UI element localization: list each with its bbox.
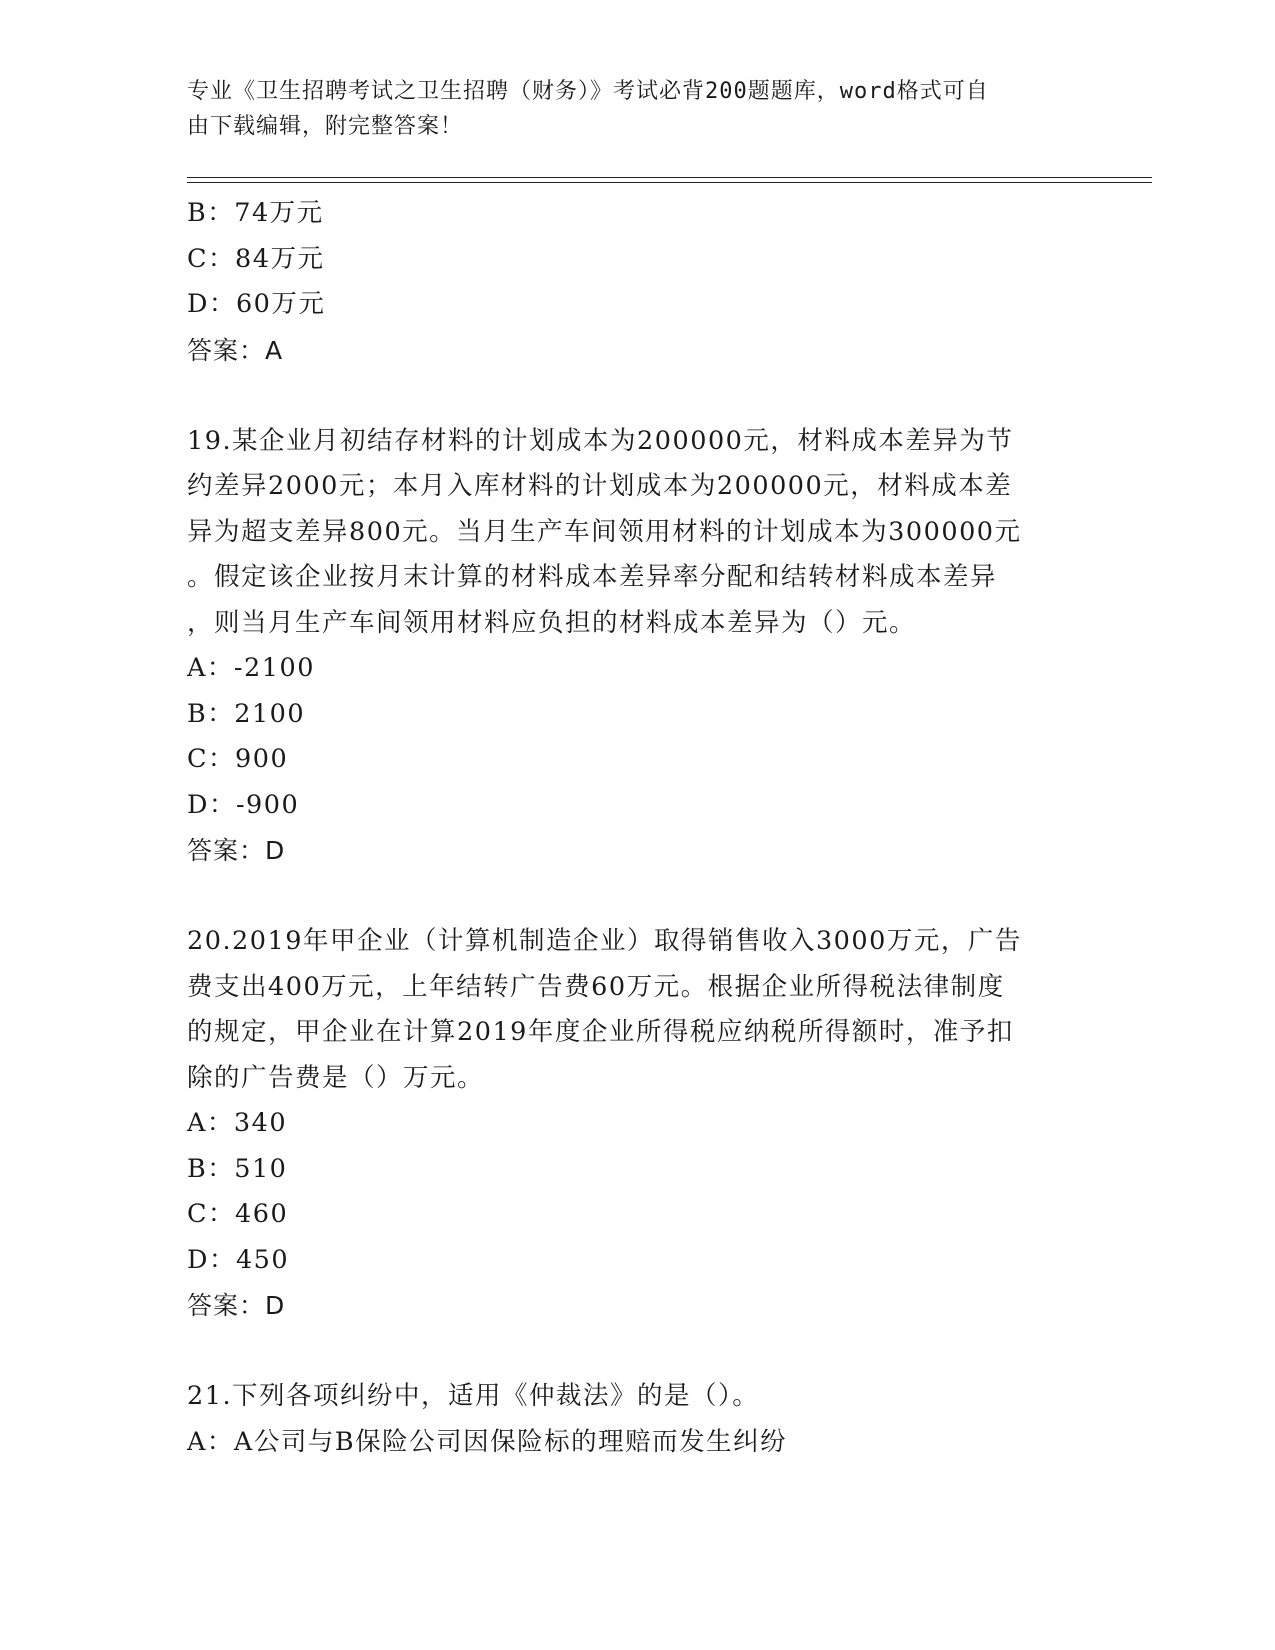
option-b: B：2100 — [187, 698, 306, 729]
answer-line: 答案：A — [187, 335, 284, 365]
question-text-line: 的规定，甲企业在计算2019年度企业所得税应纳税所得额时，准予扣 — [187, 1017, 1014, 1047]
question-21 — [187, 1374, 1077, 1465]
option-c: C：460 — [187, 1199, 289, 1229]
question-19 — [187, 419, 1077, 874]
option-a: A：A公司与B保险公司因保险标的理赔而发生纠纷 — [187, 1426, 788, 1457]
question-text-line: 21.下列各项纠纷中，适用《仲裁法》的是（）。 — [187, 1381, 760, 1411]
spacer — [187, 874, 1077, 920]
answer-line: 答案：D — [187, 836, 286, 865]
question-text-line: ，则当月生产车间领用材料应负担的材料成本差异为（）元。 — [187, 607, 917, 638]
question-text-line: 约差异2000元；本月入库材料的计划成本为200000元，材料成本差 — [187, 471, 1013, 501]
question-20 — [187, 919, 1077, 1329]
document-header — [187, 74, 1067, 144]
option-b: B：510 — [187, 1153, 288, 1184]
option-c: C：900 — [187, 744, 289, 774]
document-body — [187, 191, 1077, 1465]
header-line-1: 专业《卫生招聘考试之卫生招聘（财务）》考试必背200题题库，word格式可自 — [187, 79, 989, 104]
question-text-line: 费支出400万元，上年结转广告费60万元。根据企业所得税法律制度 — [187, 971, 1005, 1002]
option-c: C：84万元 — [187, 243, 325, 274]
option-a: A：-2100 — [187, 653, 315, 683]
question-text-line: 异为超支差异800元。当月生产车间领用材料的计划成本为300000元 — [187, 516, 1022, 547]
header-divider-top — [187, 177, 1152, 178]
spacer — [187, 1329, 1077, 1375]
question-text-line: 除的广告费是（）万元。 — [187, 1062, 485, 1093]
option-d: D：60万元 — [187, 289, 326, 319]
question-text-line: 。假定该企业按月末计算的材料成本差异率分配和结转材料成本差异 — [187, 562, 998, 592]
header-line-2: 由下载编辑，附完整答案！ — [187, 114, 464, 139]
question-text-line: 19.某企业月初结存材料的计划成本为200000元，材料成本差异为节 — [187, 425, 1014, 456]
spacer — [187, 373, 1077, 419]
answer-line: 答案：D — [187, 1291, 286, 1320]
previous-question-block — [187, 191, 1077, 373]
option-d: D：450 — [187, 1244, 290, 1275]
header-divider-bottom — [187, 182, 1152, 183]
option-d: D：-900 — [187, 789, 300, 820]
option-a: A：340 — [187, 1108, 288, 1138]
option-b: B：74万元 — [187, 198, 324, 228]
question-text-line: 20.2019年甲企业（计算机制造企业）取得销售收入3000万元，广告 — [187, 926, 1022, 956]
